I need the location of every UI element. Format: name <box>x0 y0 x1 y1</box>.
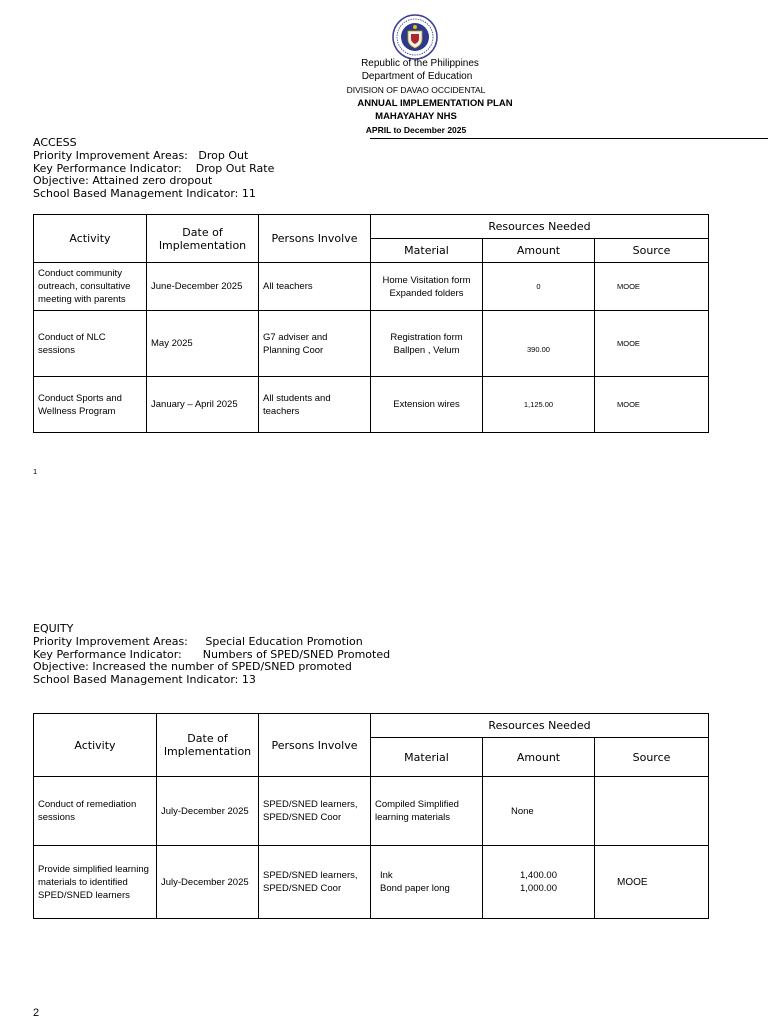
cell-source: MOOE <box>595 377 709 433</box>
access-section-info <box>33 137 274 201</box>
cell-source: MOOE <box>595 263 709 311</box>
cell-date: July-December 2025 <box>157 777 259 846</box>
header-resources: Resources Needed <box>371 714 709 738</box>
access-objective: Objective: Attained zero dropout <box>33 174 213 188</box>
equity-sbm-indicator: School Based Management Indicator: 13 <box>33 673 256 687</box>
equity-section-info <box>33 623 390 687</box>
cell-activity: Provide simplified learning materials to identified SPED/SNED learners <box>34 846 157 919</box>
amount-line: 1,400.00 <box>520 870 557 881</box>
header-source: Source <box>595 239 709 263</box>
cell-persons: SPED/SNED learners, SPED/SNED Coor <box>259 846 371 919</box>
amount-line: 1,000.00 <box>520 883 557 894</box>
header-department: Department of Education <box>361 71 473 82</box>
cell-persons: G7 adviser and Planning Coor <box>259 311 371 377</box>
table-row <box>34 777 709 846</box>
access-heading: ACCESS <box>33 136 77 149</box>
equity-heading: EQUITY <box>33 622 74 635</box>
page-number-2: 2 <box>33 1007 40 1019</box>
table-row <box>34 377 709 433</box>
cell-activity: Conduct of NLC sessions <box>34 311 147 377</box>
cell-source: MOOE <box>595 311 709 377</box>
cell-activity: Conduct of remediation sessions <box>34 777 157 846</box>
cell-amount: 1,125.00 <box>483 377 595 433</box>
header-republic: Republic of the Philippines <box>361 58 479 69</box>
cell-persons: All teachers <box>259 263 371 311</box>
header-material: Material <box>371 738 483 777</box>
header-division: DIVISION OF DAVAO OCCIDENTAL <box>346 85 486 95</box>
equity-objective: Objective: Increased the number of SPED/SNED promoted <box>33 660 352 674</box>
cell-material: Registration form Ballpen , Velum <box>371 311 483 377</box>
cell-activity: Conduct community outreach, consultative meeting with parents <box>34 263 147 311</box>
cell-material: Home Visitation form Expanded folders <box>371 263 483 311</box>
equity-kpi: Key Performance Indicator: Numbers of SPED/SNED Promoted <box>33 647 391 661</box>
material-line: Ink <box>380 870 393 881</box>
material-line: Bond paper long <box>380 883 450 894</box>
access-kpi: Key Performance Indicator: Drop Out Rate <box>33 161 275 175</box>
access-priority-area: Priority Improvement Areas: Drop Out <box>33 148 249 162</box>
cell-date: July-December 2025 <box>157 846 259 919</box>
header-period: APRIL to December 2025 <box>365 125 467 135</box>
cell-activity: Conduct Sports and Wellness Program <box>34 377 147 433</box>
header-amount: Amount <box>483 738 595 777</box>
header-plan-title: ANNUAL IMPLEMENTATION PLAN <box>357 98 513 109</box>
cell-date: May 2025 <box>147 311 259 377</box>
header-divider <box>370 138 768 139</box>
header-date: Date of Implementation <box>157 714 259 777</box>
cell-date: January – April 2025 <box>147 377 259 433</box>
header-persons: Persons Involve <box>259 215 371 263</box>
cell-persons: All students and teachers <box>259 377 371 433</box>
table-row <box>34 846 709 919</box>
table-row <box>34 311 709 377</box>
header-school-name: MAHAYAHAY NHS <box>375 111 457 122</box>
header-activity: Activity <box>34 714 157 777</box>
cell-amount: None <box>483 777 595 846</box>
header-persons: Persons Involve <box>259 714 371 777</box>
cell-material <box>371 846 483 919</box>
equity-plan-table <box>33 713 709 919</box>
access-plan-table <box>33 214 709 433</box>
header-resources: Resources Needed <box>371 215 709 239</box>
cell-source: MOOE <box>595 846 709 919</box>
equity-priority-area: Priority Improvement Areas: Special Education Promotion <box>33 634 363 648</box>
cell-material: Compiled Simplified learning materials <box>371 777 483 846</box>
page-number-1: 1 <box>33 467 38 476</box>
cell-persons: SPED/SNED learners, SPED/SNED Coor <box>259 777 371 846</box>
header-amount: Amount <box>483 239 595 263</box>
cell-amount: 0 <box>483 263 595 311</box>
header-material: Material <box>371 239 483 263</box>
header-date: Date of Implementation <box>147 215 259 263</box>
cell-amount <box>483 846 595 919</box>
access-sbm-indicator: School Based Management Indicator: 11 <box>33 187 256 201</box>
header-activity: Activity <box>34 215 147 263</box>
cell-source <box>595 777 709 846</box>
cell-date: June-December 2025 <box>147 263 259 311</box>
cell-material: Extension wires <box>371 377 483 433</box>
table-row <box>34 263 709 311</box>
header-source: Source <box>595 738 709 777</box>
cell-amount: 390.00 <box>483 311 595 377</box>
deped-seal-logo <box>392 14 438 60</box>
